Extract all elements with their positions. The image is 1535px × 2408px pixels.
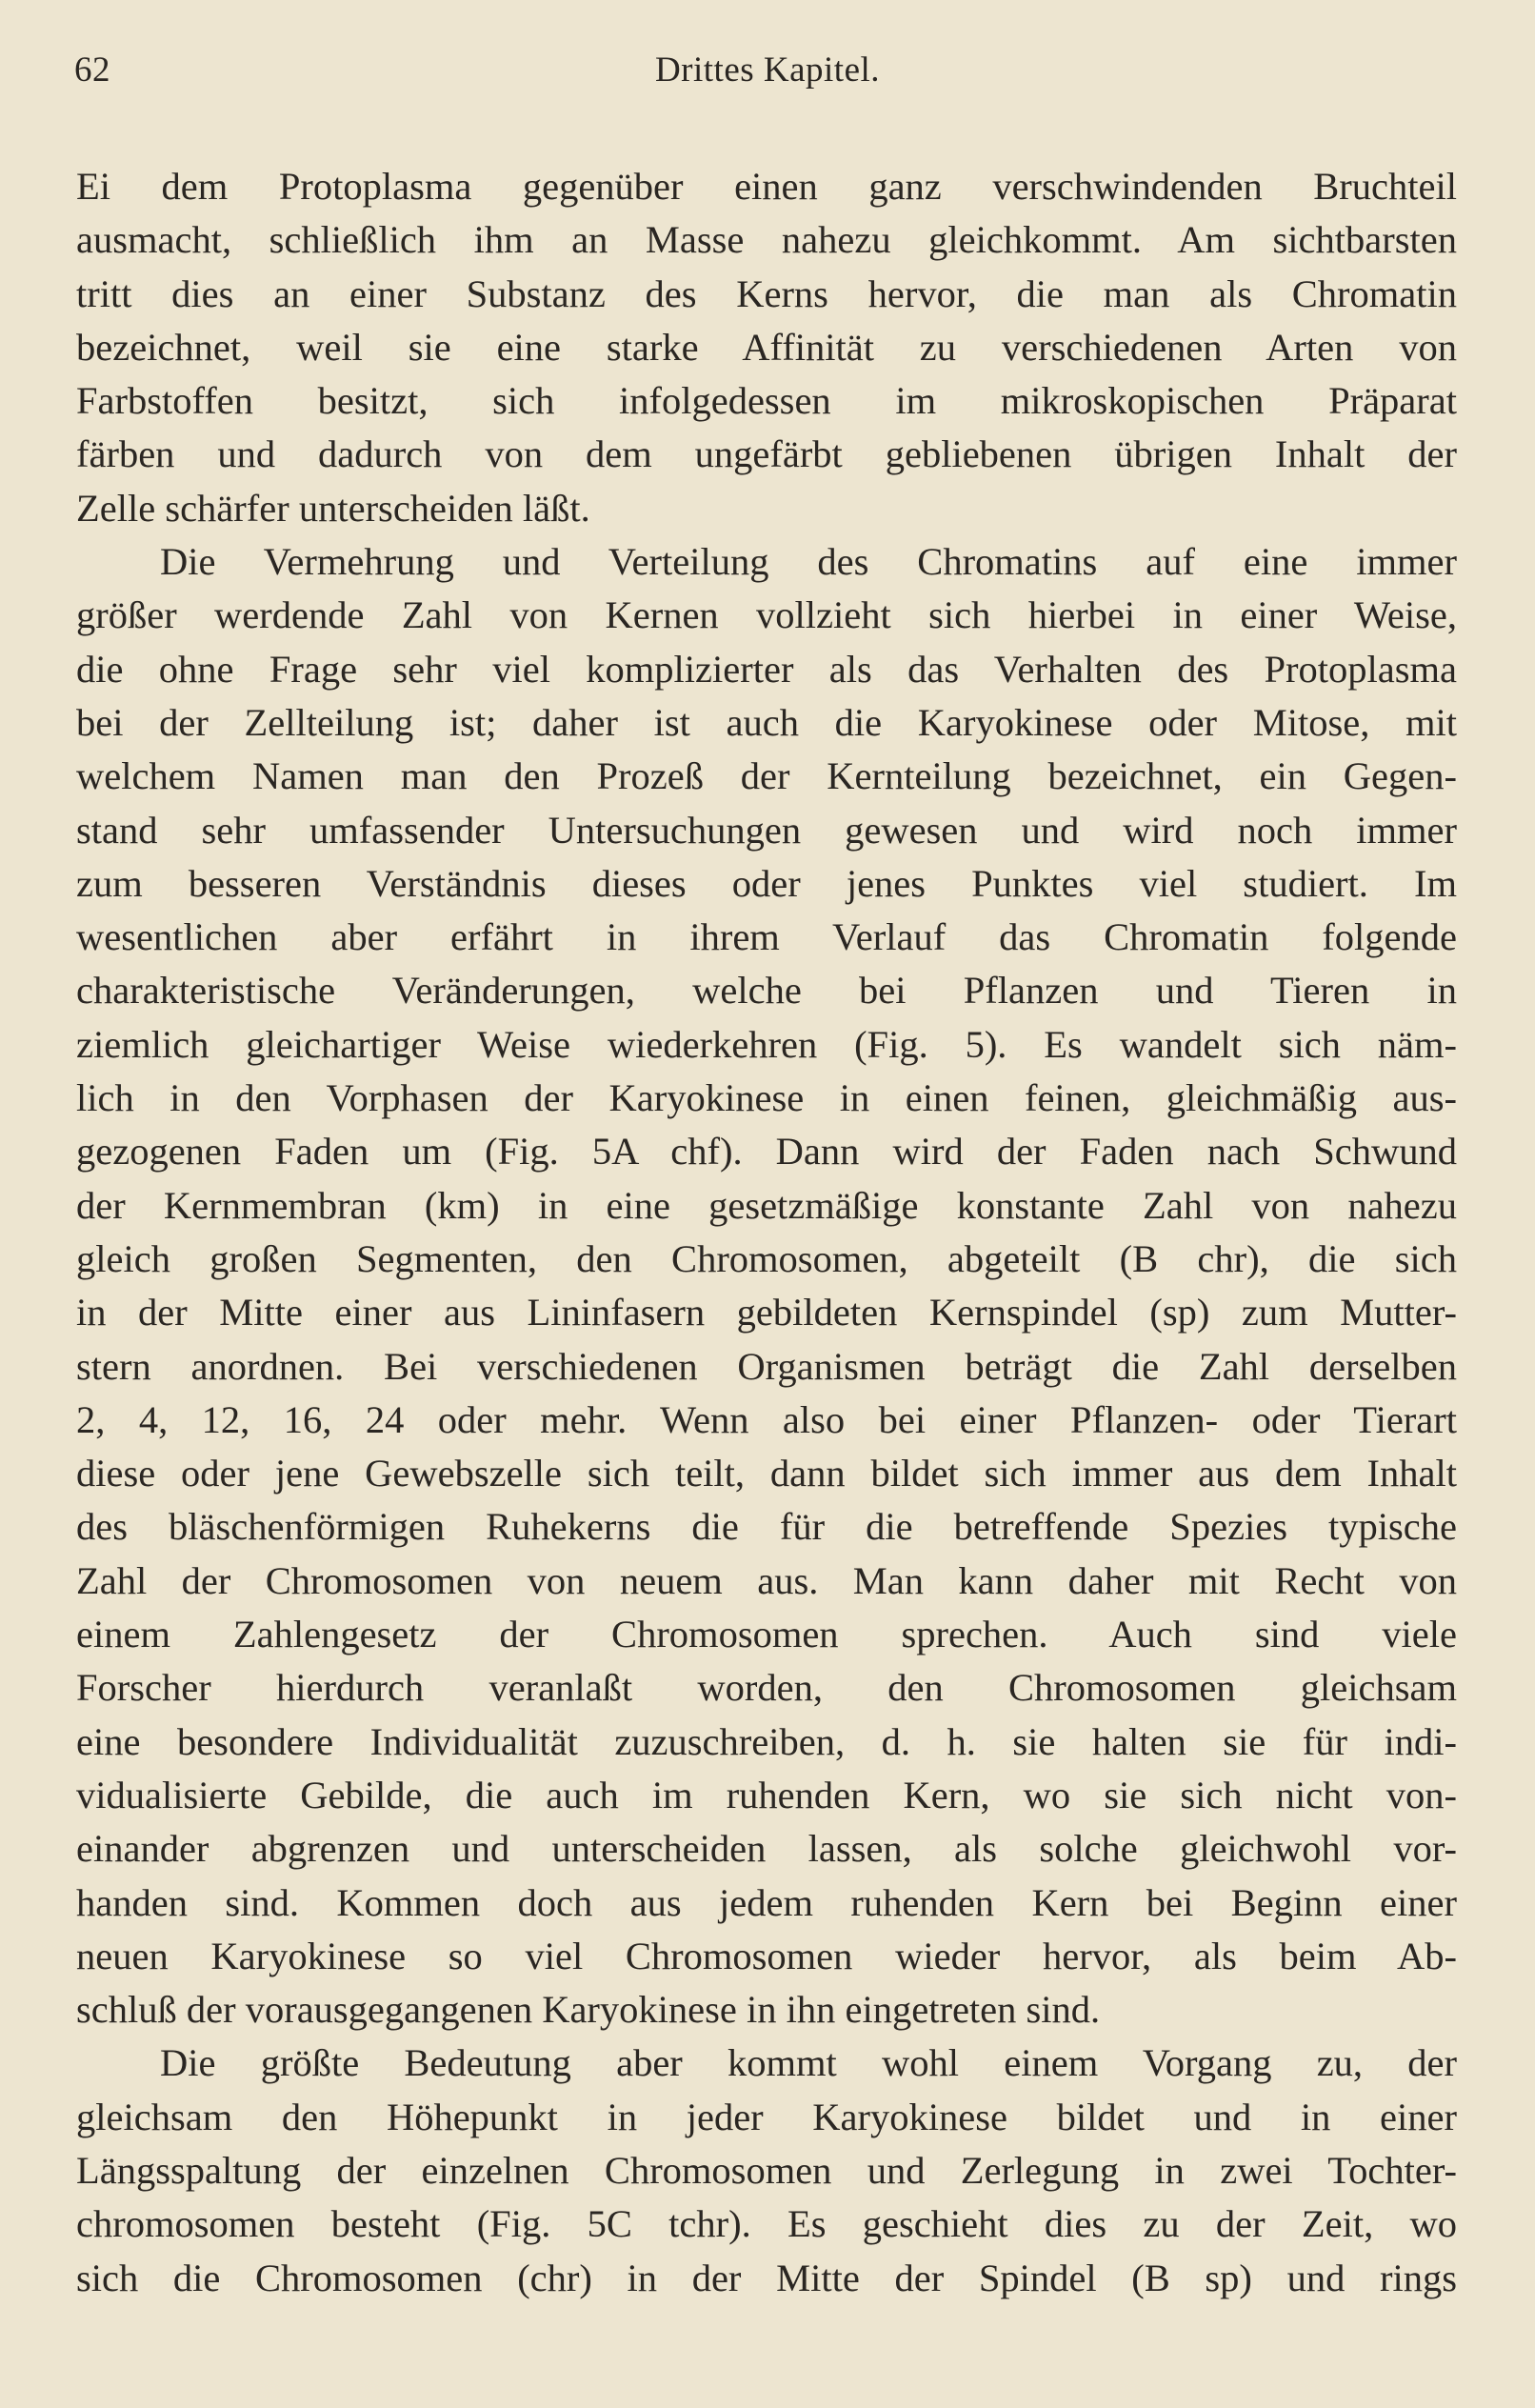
text-line: des bläschenförmigen Ruhekerns die für die betreffende Spezies typische <box>76 1505 1457 1549</box>
text-line: gleichsam den Höhepunkt in jeder Karyokinese bildet und in einer <box>76 2095 1457 2138</box>
text-line: sich die Chromosomen (chr) in der Mitte der Spindel (B sp) und rings <box>76 2256 1457 2299</box>
text-line: gleich großen Segmenten, den Chromosomen, abgeteilt (B chr), die sich <box>76 1236 1457 1280</box>
text-line: ausmacht, schließlich ihm an Masse nahezu gleichkommt. Am sichtbarsten <box>76 218 1457 262</box>
text-line: lich in den Vorphasen der Karyokinese in einen feinen, gleichmäßig aus- <box>76 1076 1457 1120</box>
text-line: in der Mitte einer aus Lininfasern gebildeten Kernspindel (sp) zum Mutter- <box>76 1291 1457 1334</box>
text-line: wesentlichen aber erfährt in ihrem Verlauf das Chromatin folgende <box>76 915 1457 959</box>
paragraph-first-line: Die größte Bedeutung aber kommt wohl einem Vorgang zu, der <box>160 2041 1457 2085</box>
text-line: chromosomen besteht (Fig. 5C tchr). Es geschieht dies zu der Zeit, wo <box>76 2202 1457 2246</box>
text-line: größer werdende Zahl von Kernen vollzieht sich hierbei in einer Weise, <box>76 593 1457 637</box>
text-line: welchem Namen man den Prozeß der Kernteilung bezeichnet, ein Gegen- <box>76 754 1457 798</box>
text-line: einander abgrenzen und unterscheiden lassen, als solche gleichwohl vor- <box>76 1827 1457 1871</box>
text-line: gezogenen Faden um (Fig. 5A chf). Dann wird der Faden nach Schwund <box>76 1130 1457 1174</box>
text-line: die ohne Frage sehr viel komplizierter als das Verhalten des Protoplasma <box>76 647 1457 691</box>
text-line: Ei dem Protoplasma gegenüber einen ganz verschwindenden Bruchteil <box>76 165 1457 208</box>
text-line: charakteristische Veränderungen, welche bei Pflanzen und Tieren in <box>76 969 1457 1013</box>
page-header <box>74 50 1461 107</box>
text-line: der Kernmembran (km) in eine gesetzmäßige konstante Zahl von nahezu <box>76 1183 1457 1227</box>
text-line: 2, 4, 12, 16, 24 oder mehr. Wenn also bei einer Pflanzen- oder Tierart <box>76 1397 1457 1441</box>
text-line: einem Zahlengesetz der Chromosomen sprechen. Auch sind viele <box>76 1613 1457 1656</box>
text-line: ziemlich gleichartiger Weise wiederkehren (Fig. 5). Es wandelt sich näm- <box>76 1022 1457 1066</box>
text-line: eine besondere Individualität zuzuschreiben, d. h. sie halten sie für indi- <box>76 1719 1457 1763</box>
text-line: bezeichnet, weil sie eine starke Affinität zu verschiedenen Arten von <box>76 325 1457 369</box>
text-line: zum besseren Verständnis dieses oder jenes Punktes viel studiert. Im <box>76 861 1457 905</box>
text-line: Farbstoffen besitzt, sich infolgedessen im mikroskopischen Präparat <box>76 379 1457 423</box>
text-line: diese oder jene Gewebszelle sich teilt, dann bildet sich immer aus dem Inhalt <box>76 1452 1457 1495</box>
text-line: stern anordnen. Bei verschiedenen Organismen beträgt die Zahl derselben <box>76 1344 1457 1388</box>
body-text <box>76 160 1457 2305</box>
text-line: handen sind. Kommen doch aus jedem ruhenden Kern bei Beginn einer <box>76 1880 1457 1924</box>
text-line: Forscher hierdurch veranlaßt worden, den Chromosomen gleichsam <box>76 1666 1457 1710</box>
text-line: stand sehr umfassender Untersuchungen gewesen und wird noch immer <box>76 808 1457 852</box>
paragraph-last-line: Zelle schärfer unterscheiden läßt. <box>76 486 590 530</box>
running-head: Drittes Kapitel. <box>654 50 881 90</box>
text-line: bei der Zellteilung ist; daher ist auch die Karyokinese oder Mitose, mit <box>76 700 1457 744</box>
paragraph-first-line: Die Vermehrung und Verteilung des Chromatins auf eine immer <box>160 540 1457 584</box>
text-line: neuen Karyokinese so viel Chromosomen wieder hervor, als beim Ab- <box>76 1934 1457 1977</box>
text-line: färben und dadurch von dem ungefärbt gebliebenen übrigen Inhalt der <box>76 432 1457 476</box>
text-line: vidualisierte Gebilde, die auch im ruhenden Kern, wo sie sich nicht von- <box>76 1773 1457 1816</box>
page-number: 62 <box>74 50 110 90</box>
paragraph-last-line: schluß der vorausgegangenen Karyokinese in ihn eingetreten sind. <box>76 1988 1101 2032</box>
text-line: Längsspaltung der einzelnen Chromosomen und Zerlegung in zwei Tochter- <box>76 2148 1457 2192</box>
text-line: tritt dies an einer Substanz des Kerns hervor, die man als Chromatin <box>76 271 1457 315</box>
text-line: Zahl der Chromosomen von neuem aus. Man kann daher mit Recht von <box>76 1558 1457 1602</box>
